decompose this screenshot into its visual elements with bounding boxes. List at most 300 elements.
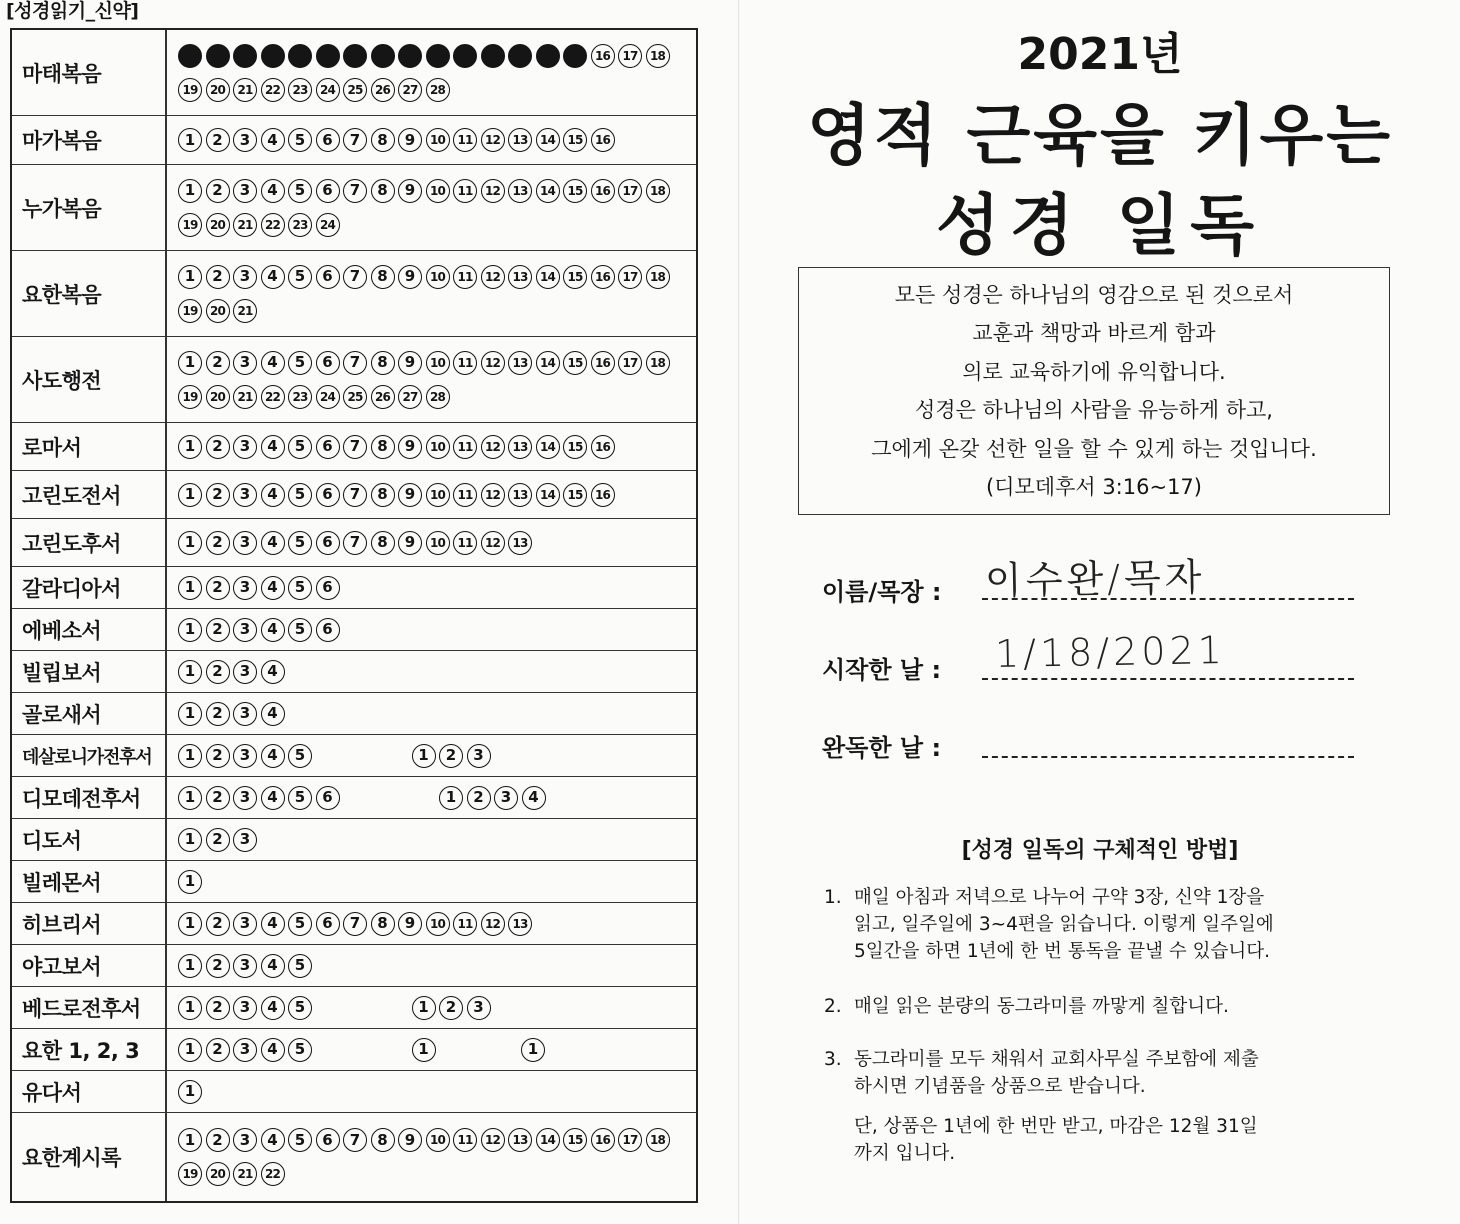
chapter-circle[interactable]: 3 xyxy=(233,702,257,726)
chapter-circle[interactable]: 26 xyxy=(371,78,395,102)
chapter-circle[interactable]: 2 xyxy=(206,702,230,726)
chapter-circle[interactable]: 3 xyxy=(233,786,257,810)
chapter-circle[interactable] xyxy=(178,44,202,68)
chapter-circle[interactable]: 2 xyxy=(206,744,230,768)
chapter-circle[interactable] xyxy=(371,44,395,68)
chapter-circle[interactable]: 17 xyxy=(618,1128,642,1152)
chapter-circle[interactable]: 17 xyxy=(618,44,642,68)
chapter-circle[interactable]: 8 xyxy=(371,912,395,936)
chapter-circle[interactable]: 1 xyxy=(178,870,202,894)
chapter-circle[interactable] xyxy=(206,44,230,68)
chapter-circle[interactable] xyxy=(316,44,340,68)
chapter-circle[interactable]: 6 xyxy=(316,1128,340,1152)
chapter-circle[interactable]: 19 xyxy=(178,1162,202,1186)
chapter-circle[interactable]: 18 xyxy=(646,351,670,375)
chapter-circle[interactable]: 6 xyxy=(316,531,340,555)
chapter-circle[interactable]: 1 xyxy=(178,576,202,600)
chapter-circle[interactable]: 4 xyxy=(522,786,546,810)
chapter-circle[interactable]: 1 xyxy=(178,618,202,642)
chapter-circle[interactable]: 20 xyxy=(206,1162,230,1186)
book-row xyxy=(12,165,696,251)
chapter-circle[interactable]: 7 xyxy=(343,435,367,459)
chapter-circle[interactable]: 8 xyxy=(371,435,395,459)
chapter-circle[interactable]: 2 xyxy=(206,179,230,203)
chapter-circle[interactable]: 11 xyxy=(453,483,477,507)
chapter-circle[interactable]: 27 xyxy=(398,78,422,102)
book-row xyxy=(12,945,696,987)
chapter-circle[interactable]: 13 xyxy=(508,912,532,936)
chapter-circle[interactable]: 20 xyxy=(206,299,230,323)
chapter-circle[interactable]: 14 xyxy=(536,351,560,375)
chapter-circle[interactable]: 9 xyxy=(398,265,422,289)
chapter-circle[interactable]: 2 xyxy=(206,618,230,642)
chapter-circle[interactable]: 2 xyxy=(206,265,230,289)
chapter-circle[interactable]: 1 xyxy=(178,483,202,507)
tracker-header: [성경읽기_신약] xyxy=(6,0,139,22)
chapter-circle[interactable]: 16 xyxy=(591,483,615,507)
chapter-circle[interactable]: 11 xyxy=(453,128,477,152)
chapter-circle[interactable]: 8 xyxy=(371,1128,395,1152)
chapter-circle[interactable]: 1 xyxy=(178,179,202,203)
chapter-circle[interactable]: 14 xyxy=(536,128,560,152)
chapter-circle[interactable]: 1 xyxy=(178,702,202,726)
chapter-circle[interactable]: 15 xyxy=(563,1128,587,1152)
chapter-circle[interactable]: 9 xyxy=(398,179,422,203)
chapter-circle[interactable]: 22 xyxy=(261,213,285,237)
chapter-circle[interactable]: 1 xyxy=(412,996,436,1020)
chapter-circle[interactable]: 10 xyxy=(426,128,450,152)
chapter-circle[interactable]: 21 xyxy=(233,385,257,409)
chapter-circle[interactable]: 16 xyxy=(591,351,615,375)
chapter-circle[interactable] xyxy=(426,44,450,68)
book-name: 빌립보서 xyxy=(12,651,167,692)
chapter-circle[interactable]: 2 xyxy=(206,828,230,852)
chapter-circle[interactable]: 19 xyxy=(178,299,202,323)
chapter-circle[interactable]: 12 xyxy=(481,483,505,507)
chapter-circle[interactable] xyxy=(453,44,477,68)
chapter-circle[interactable]: 1 xyxy=(521,1038,545,1062)
chapter-circle[interactable]: 16 xyxy=(591,128,615,152)
chapter-circle[interactable]: 7 xyxy=(343,265,367,289)
chapter-circles xyxy=(167,567,696,608)
chapter-circle[interactable]: 22 xyxy=(261,78,285,102)
chapter-circle[interactable]: 10 xyxy=(426,265,450,289)
book-row xyxy=(12,1029,696,1071)
chapter-circle[interactable]: 1 xyxy=(178,660,202,684)
chapter-circle[interactable]: 10 xyxy=(426,912,450,936)
chapter-circle[interactable]: 4 xyxy=(261,744,285,768)
chapter-circle[interactable]: 1 xyxy=(178,351,202,375)
chapter-circle[interactable]: 1 xyxy=(178,531,202,555)
step-line: 단, 상품은 1년에 한 번만 받고, 마감은 12월 31일 xyxy=(854,1116,1258,1137)
chapter-circle[interactable]: 3 xyxy=(233,618,257,642)
chapter-circle[interactable]: 15 xyxy=(563,128,587,152)
chapter-circle[interactable] xyxy=(563,44,587,68)
chapter-circle[interactable]: 11 xyxy=(453,912,477,936)
chapter-circle[interactable]: 2 xyxy=(206,576,230,600)
chapter-circle[interactable]: 8 xyxy=(371,531,395,555)
chapter-circle[interactable]: 15 xyxy=(563,179,587,203)
chapter-circle[interactable]: 6 xyxy=(316,265,340,289)
book-row xyxy=(12,693,696,735)
chapter-circles xyxy=(167,945,696,986)
chapter-group xyxy=(178,576,343,600)
chapter-circle[interactable]: 3 xyxy=(233,435,257,459)
chapter-circle[interactable]: 5 xyxy=(288,1038,312,1062)
chapter-circle[interactable]: 15 xyxy=(563,351,587,375)
chapter-circle[interactable]: 12 xyxy=(481,435,505,459)
chapter-circle[interactable]: 1 xyxy=(178,1038,202,1062)
chapter-circle[interactable]: 1 xyxy=(178,1128,202,1152)
chapter-circle[interactable]: 1 xyxy=(178,828,202,852)
chapter-circle[interactable]: 16 xyxy=(591,435,615,459)
chapter-circle[interactable]: 9 xyxy=(398,483,422,507)
chapter-circle[interactable]: 5 xyxy=(288,435,312,459)
chapter-circle[interactable]: 2 xyxy=(467,786,491,810)
chapter-circle[interactable]: 11 xyxy=(453,179,477,203)
chapter-circle[interactable]: 23 xyxy=(288,385,312,409)
chapter-circle[interactable]: 1 xyxy=(412,744,436,768)
chapter-circle[interactable]: 28 xyxy=(426,78,450,102)
chapter-circle[interactable]: 1 xyxy=(178,786,202,810)
chapter-circle[interactable]: 3 xyxy=(494,786,518,810)
chapter-circle[interactable]: 25 xyxy=(343,385,367,409)
chapter-circle[interactable]: 3 xyxy=(233,265,257,289)
chapter-circle[interactable]: 3 xyxy=(233,954,257,978)
chapter-circle[interactable]: 28 xyxy=(426,385,450,409)
chapter-circle[interactable]: 2 xyxy=(206,954,230,978)
chapter-circle[interactable]: 2 xyxy=(439,744,463,768)
chapter-circle[interactable] xyxy=(398,44,422,68)
chapter-circle[interactable]: 6 xyxy=(316,179,340,203)
chapter-circle[interactable]: 5 xyxy=(288,265,312,289)
chapter-circle[interactable]: 6 xyxy=(316,128,340,152)
chapter-circle[interactable]: 16 xyxy=(591,1128,615,1152)
chapter-circle[interactable] xyxy=(261,44,285,68)
chapter-circle[interactable]: 2 xyxy=(206,1038,230,1062)
chapter-circle[interactable]: 22 xyxy=(261,1162,285,1186)
chapter-circle[interactable]: 18 xyxy=(646,1128,670,1152)
chapter-circle[interactable]: 15 xyxy=(563,435,587,459)
chapter-circle[interactable]: 1 xyxy=(178,954,202,978)
step-number: 2. xyxy=(824,996,842,1017)
chapter-circle[interactable]: 15 xyxy=(563,265,587,289)
chapter-circle[interactable]: 4 xyxy=(261,996,285,1020)
chapter-circle[interactable]: 16 xyxy=(591,265,615,289)
chapter-circle[interactable]: 11 xyxy=(453,351,477,375)
chapter-circle[interactable]: 4 xyxy=(261,1128,285,1152)
chapter-circle[interactable]: 6 xyxy=(316,912,340,936)
chapter-circle[interactable]: 4 xyxy=(261,1038,285,1062)
chapter-circle[interactable]: 3 xyxy=(233,1038,257,1062)
chapter-circle[interactable]: 7 xyxy=(343,531,367,555)
chapter-circle[interactable]: 24 xyxy=(316,213,340,237)
chapter-circle[interactable]: 13 xyxy=(508,483,532,507)
chapter-circle[interactable]: 20 xyxy=(206,213,230,237)
chapter-circle[interactable]: 16 xyxy=(591,44,615,68)
chapter-circle[interactable]: 18 xyxy=(646,179,670,203)
chapter-circle[interactable]: 4 xyxy=(261,576,285,600)
chapter-circle[interactable]: 6 xyxy=(316,786,340,810)
chapter-circles xyxy=(167,1071,696,1112)
chapter-circle[interactable]: 12 xyxy=(481,351,505,375)
start-date-handwritten: 1/18/2021 xyxy=(994,627,1227,677)
chapter-circle[interactable]: 5 xyxy=(288,744,312,768)
chapter-circle[interactable]: 3 xyxy=(467,744,491,768)
chapter-circle[interactable]: 3 xyxy=(233,483,257,507)
book-row xyxy=(12,567,696,609)
chapter-circle[interactable]: 14 xyxy=(536,179,560,203)
chapter-circle[interactable]: 4 xyxy=(261,531,285,555)
chapter-circle[interactable]: 3 xyxy=(233,828,257,852)
chapter-circle[interactable]: 10 xyxy=(426,483,450,507)
chapter-circle[interactable]: 11 xyxy=(453,1128,477,1152)
name-handwritten: 이수완/목자 xyxy=(984,555,1206,603)
chapter-circle[interactable]: 22 xyxy=(261,385,285,409)
chapter-circle[interactable]: 4 xyxy=(261,954,285,978)
chapter-circle[interactable]: 12 xyxy=(481,912,505,936)
chapter-circle[interactable]: 25 xyxy=(343,78,367,102)
chapter-circle[interactable]: 12 xyxy=(481,1128,505,1152)
chapter-circle[interactable]: 10 xyxy=(426,179,450,203)
chapter-circle[interactable]: 10 xyxy=(426,351,450,375)
chapter-circle[interactable]: 2 xyxy=(206,1128,230,1152)
chapter-circle[interactable]: 13 xyxy=(508,351,532,375)
chapter-circle[interactable]: 20 xyxy=(206,385,230,409)
chapter-circle[interactable]: 15 xyxy=(563,483,587,507)
chapter-circle[interactable]: 4 xyxy=(261,618,285,642)
chapter-circle[interactable]: 19 xyxy=(178,78,202,102)
chapter-circle[interactable]: 1 xyxy=(178,744,202,768)
chapter-circle[interactable]: 4 xyxy=(261,128,285,152)
book-name: 요한 1, 2, 3 xyxy=(12,1029,167,1070)
chapter-circle[interactable]: 8 xyxy=(371,128,395,152)
chapter-circle[interactable]: 7 xyxy=(343,912,367,936)
chapter-circle[interactable]: 5 xyxy=(288,954,312,978)
chapter-circle[interactable]: 1 xyxy=(178,128,202,152)
chapter-circle[interactable]: 7 xyxy=(343,351,367,375)
chapter-circle[interactable]: 16 xyxy=(591,179,615,203)
chapter-circle[interactable]: 6 xyxy=(316,351,340,375)
book-name: 요한계시록 xyxy=(12,1113,167,1201)
chapter-circle[interactable]: 17 xyxy=(618,179,642,203)
chapter-circles xyxy=(167,116,696,164)
chapter-circle[interactable]: 2 xyxy=(206,128,230,152)
chapter-circle[interactable]: 11 xyxy=(453,531,477,555)
chapter-circle[interactable]: 17 xyxy=(618,265,642,289)
chapter-circle[interactable]: 12 xyxy=(481,179,505,203)
chapter-circle[interactable]: 4 xyxy=(261,702,285,726)
chapter-circle[interactable]: 14 xyxy=(536,435,560,459)
chapter-circle[interactable]: 4 xyxy=(261,786,285,810)
chapter-circle[interactable]: 3 xyxy=(233,531,257,555)
book-row xyxy=(12,903,696,945)
chapter-circle[interactable]: 2 xyxy=(206,786,230,810)
name-field[interactable] xyxy=(982,598,1354,600)
chapter-circle[interactable]: 4 xyxy=(261,435,285,459)
chapter-circle[interactable]: 2 xyxy=(206,996,230,1020)
chapter-circle[interactable]: 21 xyxy=(233,299,257,323)
chapter-circle[interactable]: 9 xyxy=(398,912,422,936)
chapter-circle[interactable]: 24 xyxy=(316,385,340,409)
chapter-circle[interactable]: 5 xyxy=(288,912,312,936)
chapter-circle[interactable]: 13 xyxy=(508,179,532,203)
book-name: 데살로니가전후서 xyxy=(12,735,167,776)
chapter-circle[interactable]: 1 xyxy=(178,996,202,1020)
chapter-circle[interactable]: 5 xyxy=(288,1128,312,1152)
chapter-circle[interactable]: 11 xyxy=(453,435,477,459)
chapter-circle[interactable]: 11 xyxy=(453,265,477,289)
chapter-circle[interactable]: 3 xyxy=(233,179,257,203)
chapter-circles xyxy=(167,519,696,566)
chapter-circle[interactable]: 10 xyxy=(426,531,450,555)
chapter-circles xyxy=(167,1029,696,1070)
chapter-circles xyxy=(167,337,696,422)
chapter-circle[interactable]: 18 xyxy=(646,44,670,68)
chapter-circle[interactable] xyxy=(508,44,532,68)
chapter-circle[interactable]: 13 xyxy=(508,128,532,152)
chapter-circle[interactable]: 4 xyxy=(261,483,285,507)
chapter-circle[interactable]: 9 xyxy=(398,1128,422,1152)
chapter-circle[interactable]: 6 xyxy=(316,618,340,642)
chapter-circle[interactable]: 9 xyxy=(398,531,422,555)
chapter-circle[interactable]: 1 xyxy=(412,1038,436,1062)
chapter-circle[interactable]: 2 xyxy=(206,531,230,555)
chapter-circle[interactable]: 13 xyxy=(508,1128,532,1152)
chapter-circle[interactable]: 4 xyxy=(261,351,285,375)
book-name: 마가복음 xyxy=(12,116,167,164)
chapter-circle[interactable]: 13 xyxy=(508,531,532,555)
chapter-circles xyxy=(167,987,696,1028)
chapter-circle[interactable]: 21 xyxy=(233,213,257,237)
chapter-circle[interactable]: 4 xyxy=(261,265,285,289)
chapter-circle[interactable]: 8 xyxy=(371,265,395,289)
chapter-circle[interactable]: 2 xyxy=(206,351,230,375)
chapter-circle[interactable]: 19 xyxy=(178,213,202,237)
chapter-circle[interactable]: 10 xyxy=(426,435,450,459)
chapter-circle[interactable]: 10 xyxy=(426,1128,450,1152)
book-row xyxy=(12,777,696,819)
chapter-circle[interactable]: 5 xyxy=(288,128,312,152)
chapter-circle[interactable]: 7 xyxy=(343,1128,367,1152)
chapter-circle[interactable]: 9 xyxy=(398,435,422,459)
chapter-circle[interactable]: 13 xyxy=(508,435,532,459)
chapter-circle[interactable]: 7 xyxy=(343,179,367,203)
chapter-circle[interactable]: 9 xyxy=(398,128,422,152)
chapter-circle[interactable]: 3 xyxy=(467,996,491,1020)
verse-line: 교훈과 책망과 바르게 함과 xyxy=(972,321,1216,345)
book-name: 갈라디아서 xyxy=(12,567,167,608)
step-line: 매일 읽은 분량의 동그라미를 까맣게 칠합니다. xyxy=(854,996,1229,1017)
chapter-circle[interactable]: 1 xyxy=(178,912,202,936)
chapter-circle[interactable]: 4 xyxy=(261,660,285,684)
chapter-circle[interactable]: 5 xyxy=(288,483,312,507)
book-row xyxy=(12,1113,696,1201)
chapter-circle[interactable]: 19 xyxy=(178,385,202,409)
chapter-circle[interactable]: 2 xyxy=(206,435,230,459)
chapter-circle[interactable] xyxy=(343,44,367,68)
chapter-circle[interactable]: 6 xyxy=(316,483,340,507)
chapter-circle[interactable]: 12 xyxy=(481,265,505,289)
chapter-circle[interactable]: 18 xyxy=(646,265,670,289)
chapter-circle[interactable]: 12 xyxy=(481,531,505,555)
chapter-circle[interactable]: 20 xyxy=(206,78,230,102)
chapter-circle[interactable]: 14 xyxy=(536,1128,560,1152)
chapter-circle[interactable]: 1 xyxy=(178,1080,202,1104)
chapter-circle[interactable]: 3 xyxy=(233,912,257,936)
chapter-circle[interactable]: 3 xyxy=(233,1128,257,1152)
chapter-circle[interactable]: 3 xyxy=(233,351,257,375)
chapter-circle[interactable]: 14 xyxy=(536,483,560,507)
chapter-circle[interactable]: 21 xyxy=(233,78,257,102)
chapter-circle[interactable]: 2 xyxy=(206,483,230,507)
chapter-circle[interactable]: 5 xyxy=(288,996,312,1020)
chapter-circle[interactable]: 3 xyxy=(233,128,257,152)
chapter-group xyxy=(178,435,618,459)
chapter-circle[interactable]: 8 xyxy=(371,483,395,507)
chapter-circle[interactable]: 27 xyxy=(398,385,422,409)
chapter-circle[interactable]: 3 xyxy=(233,576,257,600)
chapter-circle[interactable]: 23 xyxy=(288,213,312,237)
chapter-circle[interactable]: 24 xyxy=(316,78,340,102)
chapter-circle[interactable]: 2 xyxy=(439,996,463,1020)
chapter-circle[interactable]: 14 xyxy=(536,265,560,289)
chapter-circle[interactable]: 12 xyxy=(481,128,505,152)
chapter-circle[interactable]: 5 xyxy=(288,786,312,810)
chapter-circle[interactable]: 5 xyxy=(288,576,312,600)
chapter-circle[interactable] xyxy=(481,44,505,68)
chapter-circle[interactable]: 2 xyxy=(206,912,230,936)
finish-date-field[interactable] xyxy=(982,756,1354,758)
chapter-circle[interactable]: 9 xyxy=(398,351,422,375)
chapter-circle[interactable]: 13 xyxy=(508,265,532,289)
chapter-tracker-table xyxy=(10,28,698,1203)
name-label: 이름/목장 : xyxy=(822,578,942,606)
chapter-circles xyxy=(167,903,696,944)
chapter-circle[interactable]: 17 xyxy=(618,351,642,375)
book-name: 요한복음 xyxy=(12,251,167,336)
chapter-circle[interactable]: 6 xyxy=(316,576,340,600)
chapter-circle[interactable]: 2 xyxy=(206,660,230,684)
chapter-circle[interactable]: 3 xyxy=(233,744,257,768)
chapter-circle[interactable]: 8 xyxy=(371,179,395,203)
chapter-circle[interactable] xyxy=(288,44,312,68)
chapter-circle[interactable]: 23 xyxy=(288,78,312,102)
chapter-circle[interactable]: 3 xyxy=(233,996,257,1020)
chapter-circle[interactable]: 4 xyxy=(261,179,285,203)
chapter-circle[interactable] xyxy=(536,44,560,68)
chapter-circle[interactable]: 8 xyxy=(371,351,395,375)
chapter-circle[interactable]: 7 xyxy=(343,128,367,152)
chapter-circle[interactable]: 5 xyxy=(288,531,312,555)
chapter-circles xyxy=(167,735,696,776)
chapter-circle[interactable]: 6 xyxy=(316,435,340,459)
chapter-circle[interactable]: 4 xyxy=(261,912,285,936)
chapter-circle[interactable]: 1 xyxy=(178,265,202,289)
chapter-circle[interactable]: 1 xyxy=(178,435,202,459)
book-row xyxy=(12,651,696,693)
chapter-circle[interactable] xyxy=(233,44,257,68)
chapter-circle[interactable]: 5 xyxy=(288,351,312,375)
start-date-field[interactable] xyxy=(982,678,1354,680)
chapter-circle[interactable]: 7 xyxy=(343,483,367,507)
chapter-circle[interactable]: 21 xyxy=(233,1162,257,1186)
chapter-circle[interactable]: 1 xyxy=(439,786,463,810)
chapter-circle[interactable]: 3 xyxy=(233,660,257,684)
chapter-circle[interactable]: 26 xyxy=(371,385,395,409)
chapter-circle[interactable]: 5 xyxy=(288,618,312,642)
chapter-circle[interactable]: 5 xyxy=(288,179,312,203)
